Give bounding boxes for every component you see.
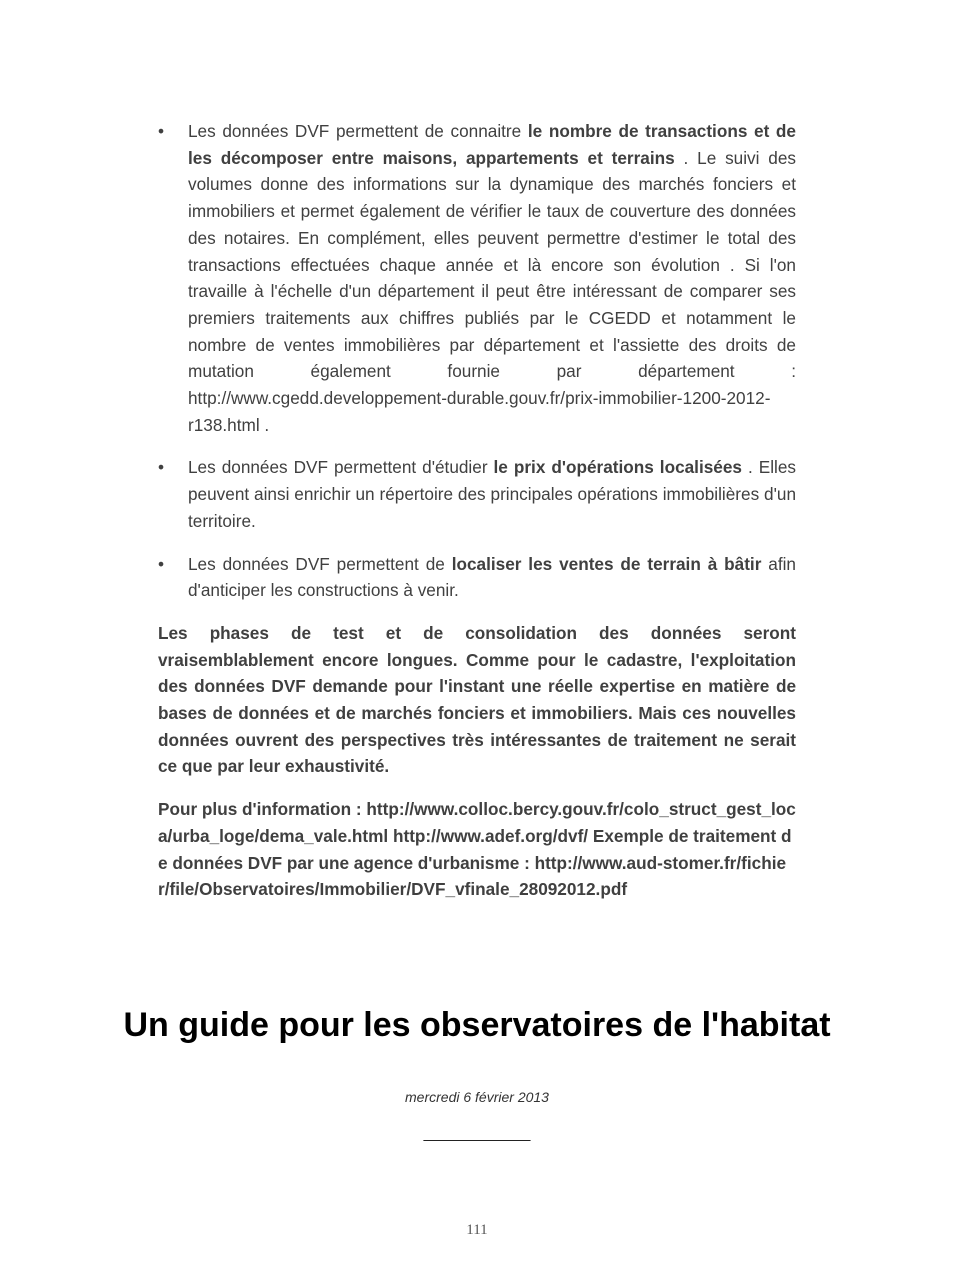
bullet-text: Les données DVF permettent de connaitre [188, 121, 528, 141]
bullet-text: Les données DVF permettent d'étudier [188, 457, 494, 478]
bullet-text: . Le suivi des volumes donne des informations sur la dynamique des marchés fonciers et immobiliers et permet également de vérifier le taux de couverture des données des notaires. En complément, elles peuvent permettre d'estimer le total des transactions effectuées chaque année et là encore son évolution . Si l'on travaille à l'échelle d'un département il peut être intéressant de comparer ses premiers traitements aux chiffres publiés par le CGEDD et notamment le nombre de ventes immobilières par département et l'assiette des droits de mutation également fournie par département : http://www.cgedd.developpement-durable.gouv.fr/prix-immobilier-1200-2012-r138.html . [188, 147, 797, 435]
bullet-bold-text: le nombre de transactions et de les décomposer entre maisons, appartements et terrains [188, 121, 796, 168]
bullet-text: . Elles peuvent ainsi enrichir un répertoire des principales opérations immobilières d'un territoire. [188, 457, 796, 531]
bullet-icon: • [158, 553, 165, 574]
page-number: 111 [466, 1222, 488, 1238]
bullet-item [158, 454, 796, 534]
bullet-text: Les données DVF permettent de [188, 553, 452, 574]
phases-paragraph: Les phases de test et de consolidation des données seront vraisemblablement encore longues. Comme pour le cadastre, l'exploitation des données DVF demande pour l'instant une réelle expertise en matière de bases de données et de marchés fonciers et immobiliers. Mais ces nouvelles données ouvrent des perspectives très intéressantes de traitement ne serait ce que par leur exhaustivité. [158, 622, 796, 777]
bullet-item [158, 551, 796, 604]
article-title: Un guide pour les observatoires de l'habitat [123, 1006, 831, 1044]
article-date: mercredi 6 février 2013 [405, 1089, 549, 1105]
bullet-icon: • [158, 121, 165, 141]
more-info-paragraph: Pour plus d'information : http://www.colloc.bercy.gouv.fr/colo_struct_gest_loca/urba_loge/dema_vale.html http://www.adef.org/dvf/ Exemple de traitement de données DVF par une agence d'urbanisme : http://www.aud-stomer.fr/fichier/file/Observatoires/Immobilier/DVF_vfinale_28092012.pdf [158, 799, 796, 900]
bullet-list [158, 118, 796, 604]
bullet-item [158, 118, 796, 438]
bullet-bold-text: le prix d'opérations localisées [493, 457, 742, 478]
separator-line: ____________ [423, 1125, 531, 1142]
bullet-text: afin d'anticiper les constructions à venir. [188, 553, 796, 601]
body-content [158, 118, 796, 919]
bullet-bold-text: localiser les ventes de terrain à bâtir [451, 553, 762, 574]
bullet-icon: • [158, 457, 165, 478]
